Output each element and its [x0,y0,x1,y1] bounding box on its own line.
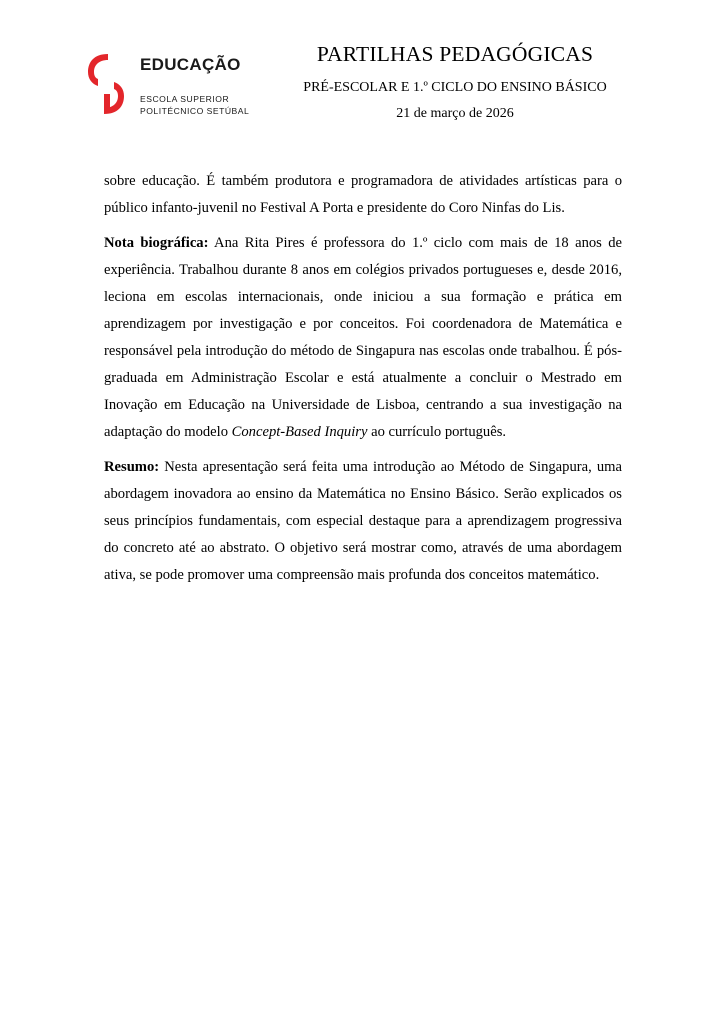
summary-paragraph [104,454,622,589]
ips-logo-icon [86,52,126,116]
bio-text: Ana Rita Pires é professora do 1.º ciclo com mais de 18 anos de experiência. Trabalhou durante 8 anos em colégios privados portugueses e, desde 2016, leciona em escolas internacionais, onde iniciou a sua formação e prática em aprendizagem por investigação e por conceitos. Foi coordenadora de Matemática e responsável pela introdução do método de Singapura nas escolas onde trabalhou. É pós-graduada em Administração Escolar e está atualmente a concluir o Mestrado em Inovação em Educação na Universidade de Lisboa, centrando a sua investigação na adaptação do modelo [104,235,622,440]
event-date: 21 de março de 2026 [396,106,514,121]
bio-model-name: Concept-Based Inquiry [231,424,368,440]
bio-paragraph [104,230,622,446]
institution-logo [86,52,250,122]
logo-subtitle-line2: POLITÉCNICO SETÚBAL [140,106,250,116]
summary-label: Resumo: [104,459,160,475]
bio-text-end: ao currículo português. [367,424,507,440]
intro-paragraph: sobre educação. É também produtora e programadora de atividades artísticas para o público infanto-juvenil no Festival A Porta e presidente do Coro Ninfas do Lis. [104,173,622,216]
page-title: PARTILHAS PEDAGÓGICAS [316,42,594,66]
logo-subtitle-line1: ESCOLA SUPERIOR [140,94,230,104]
summary-text: Nesta apresentação será feita uma introdução ao Método de Singapura, uma abordagem inovadora ao ensino da Matemática no Ensino Básico. Serão explicados os seus princípios fundamentais, com especial destaque para a aprendizagem progressiva do concreto até ao abstrato. O objetivo será mostrar como, através de uma abordagem ativa, se pode promover uma compreensão mais profunda dos conceitos matemático. [104,459,622,583]
bio-label: Nota biográfica: [104,235,209,251]
document-body [104,168,622,597]
logo-title: EDUCAÇÃO [140,55,241,74]
page-subtitle: PRÉ-ESCOLAR E 1.º CICLO DO ENSINO BÁSICO [303,80,607,95]
